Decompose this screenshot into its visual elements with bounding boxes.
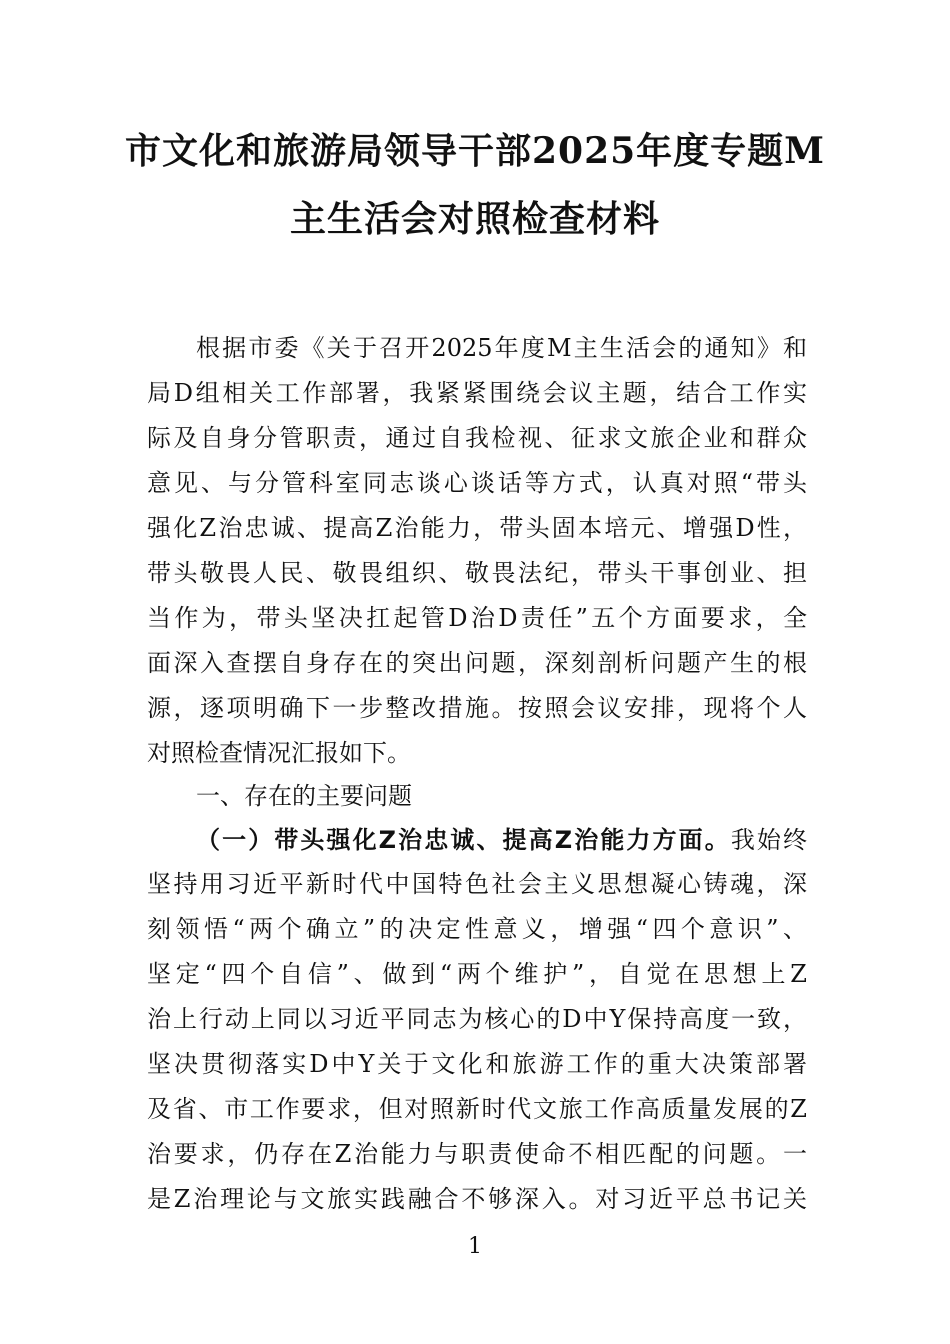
intro-paragraph-line: 源，逐项明确下一步整改措施。按照会议安排，现将个人: [147, 694, 807, 722]
page-number: 1: [468, 1234, 482, 1259]
intro-paragraph-line: 意见、与分管科室同志谈心谈话等方式，认真对照“带头: [147, 469, 807, 497]
section-1-line: 坚持用习近平新时代中国特色社会主义思想凝心铸魂，深: [147, 870, 807, 898]
section-1-lead: （一）带头强化Z治忠诚、提高Z治能力方面。: [196, 826, 731, 854]
section-1-line: 坚决贯彻落实D中Y关于文化和旅游工作的重大决策部署: [147, 1050, 807, 1078]
intro-paragraph-line: 对照检查情况汇报如下。: [147, 739, 411, 767]
intro-paragraph-line: 带头敬畏人民、敬畏组织、敬畏法纪，带头干事创业、担: [147, 559, 807, 587]
section-1-line: 治要求，仍存在Z治能力与职责使命不相匹配的问题。一: [147, 1140, 807, 1168]
intro-paragraph-line: 强化Z治忠诚、提高Z治能力，带头固本培元、增强D性，: [147, 514, 807, 542]
document-title-line-1: 市文化和旅游局领导干部2025年度专题M: [124, 130, 826, 172]
intro-paragraph-line: 根据市委《关于召开2025年度M主生活会的通知》和: [196, 334, 807, 362]
section-1-line: 坚定“四个自信”、做到“两个维护”，自觉在思想上Z: [147, 960, 807, 988]
section-1-first-line: [196, 818, 807, 863]
section-heading: 一、存在的主要问题: [196, 782, 412, 810]
section-1-line: 刻领悟“两个确立”的决定性意义，增强“四个意识”、: [147, 915, 807, 943]
document-title-line-2: 主生活会对照检查材料: [289, 198, 660, 240]
section-1-line: 及省、市工作要求，但对照新时代文旅工作高质量发展的Z: [147, 1095, 807, 1123]
intro-paragraph-line: 际及自身分管职责，通过自我检视、征求文旅企业和群众: [147, 424, 807, 452]
intro-paragraph-line: 面深入查摆自身存在的突出问题，深刻剖析问题产生的根: [147, 649, 807, 677]
section-1-line: 是Z治理论与文旅实践融合不够深入。对习近平总书记关: [147, 1185, 807, 1213]
section-1-lead-rest: 我始终: [730, 826, 808, 854]
intro-paragraph-line: 局D组相关工作部署，我紧紧围绕会议主题，结合工作实: [147, 379, 807, 407]
intro-paragraph-line: 当作为，带头坚决扛起管D治D责任”五个方面要求，全: [147, 604, 807, 632]
section-1-line: 治上行动上同以习近平同志为核心的D中Y保持高度一致，: [147, 1005, 807, 1033]
